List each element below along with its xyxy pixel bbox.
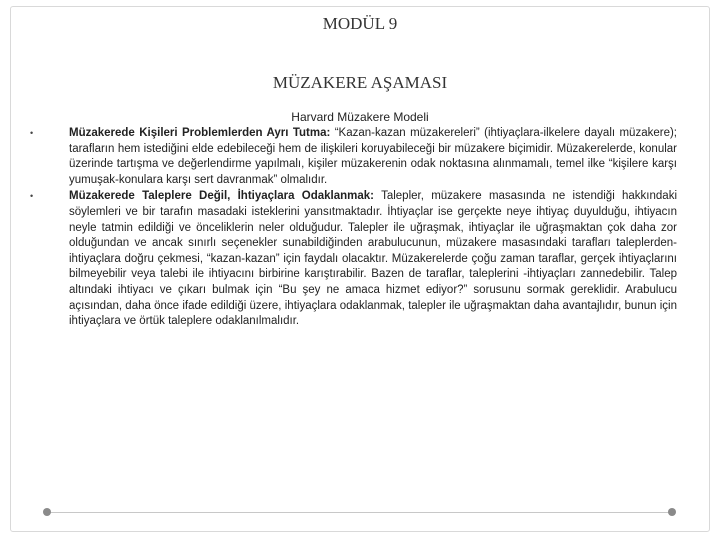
- footer-right-dot: [668, 508, 676, 516]
- bullet-item: [30, 189, 677, 329]
- bullet-mark: •: [30, 191, 34, 202]
- footer-left-dot: [43, 508, 51, 516]
- bullet-list: [30, 126, 677, 331]
- footer-divider: [48, 512, 672, 513]
- bullet-heading: Müzakerede Taleplere Değil, İhtiyaçlara Odaklanmak:: [69, 190, 375, 203]
- bullet-mark: •: [30, 128, 34, 138]
- module-title: MODÜL 9: [322, 14, 398, 33]
- section-title: MÜZAKERE AŞAMASI: [272, 73, 448, 92]
- bullet-heading: Müzakerede Kişileri Problemlerden Ayrı Tutma:: [69, 127, 331, 139]
- bullet-item: [30, 126, 677, 188]
- model-title: Harvard Müzakere Modeli: [291, 110, 429, 124]
- bullet-text: “Kazan-kazan müzakereleri” (ihtiyaçlara-ilkelere dayalı müzakere); tarafların hem istediğini elde edebileceği hem de ilişkileri koruyabileceği bir müzakere biçimidir. Müzakerelerde, konular üzerinde tartışma ve değerlendirme yapılmalı, kişiler müzakerenin odak noktasına alınmamalı, temel ilke “kişilere karşı yumuşak-konulara karşı sert davranmak” olmalıdır.: [69, 127, 677, 186]
- bullet-text: Talepler, müzakere masasında ne istendiği hakkındaki söylemleri ve bir tarafın masadaki isteklerini yansıtmaktadır. İhtiyaçlar ise gerçekte neye ihtiyaç duyulduğu, ihtiyacın neyle tatmin edildiği ve önceliklerin neler olduğudur. Talepler ile uğraşmak, ihtiyaçlar ile uğraşmaktan çok daha zor olduğundan ve ancak sınırlı seçenekler sunabildiğinden arabulucunun, müzakere masasındaki tarafları taleplerden-ihtiyaçlara doğru çekmesi, “kazan-kazan” için faydalı olacaktır. Müzakerelerde çoğu zaman taraflar, gerçek ihtiyaçlarını bilmeyebilir veya talebi ile ihtiyacını birbirine karıştırabilir. Bazen de taraflar, taleplerini -ihtiyaçları zannedebilir. Talep altındaki ihtiyacı ve çıkarı bulmak için “Bu şey ne amaca hizmet ediyor?” sorusunu sormak gereklidir. Arabulucu açısından, daha önce ifade edildiği üzere, ihtiyaçlara odaklanmak, talepler ile uğraşmaktan daha avantajlıdır, bunun için ihtiyaçlara ve örtük taleplere odaklanılmalıdır.: [69, 190, 677, 328]
